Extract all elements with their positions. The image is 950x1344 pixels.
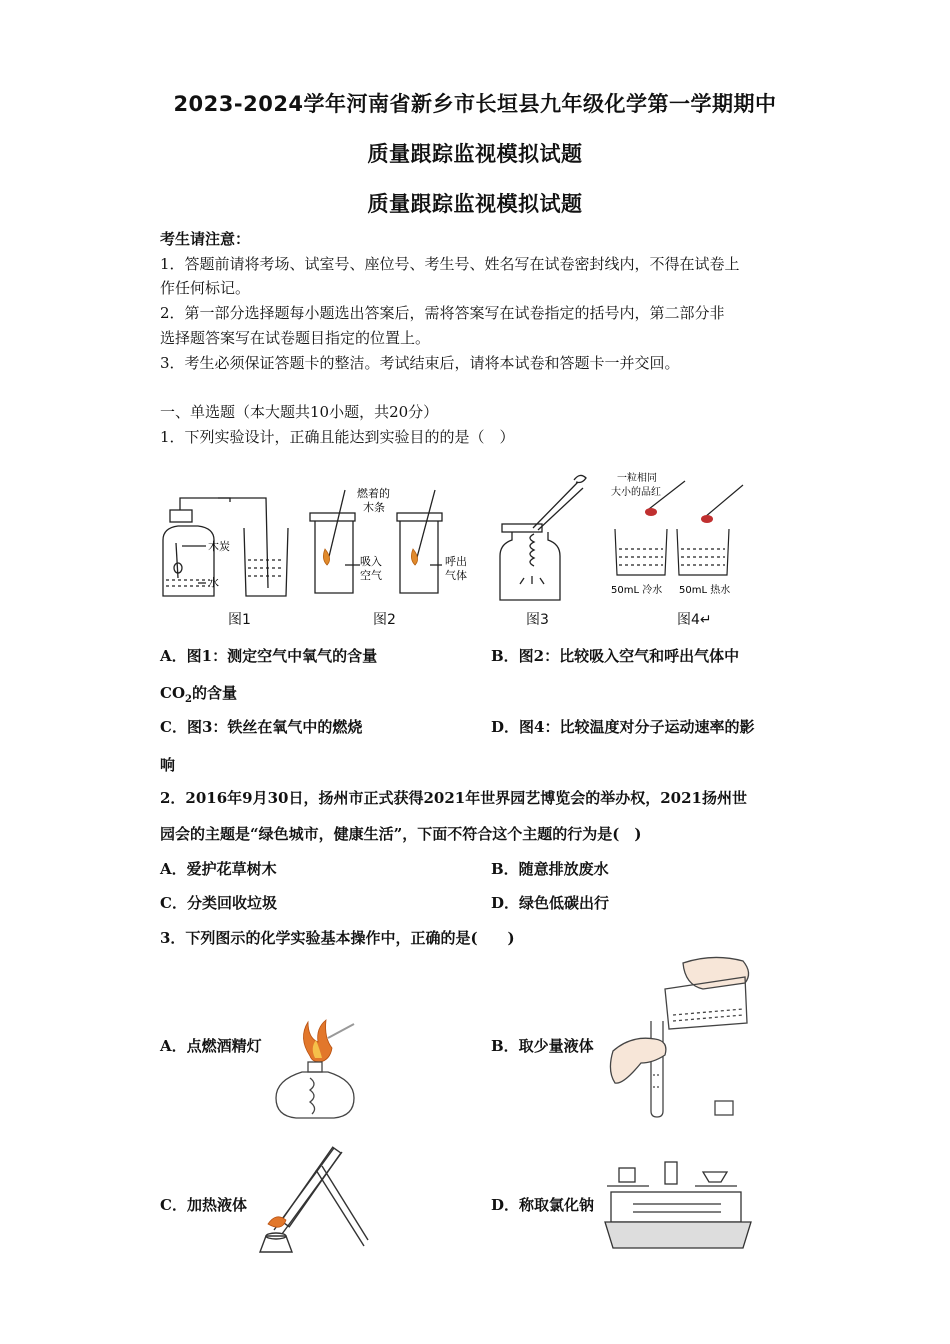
balance-illustration	[603, 1158, 753, 1253]
section-heading: 一、单选题（本大题共10小题，共20分）	[160, 403, 439, 421]
heat-liquid-illustration	[256, 1140, 371, 1255]
alcohol-lamp-illustration	[272, 1018, 362, 1123]
figure-2-apparatus	[305, 485, 480, 600]
question-2-option-d: D．绿色低碳出行	[491, 894, 610, 912]
page-subtitle-repeat: 质量跟踪监视模拟试题	[367, 192, 583, 216]
notice-item-2-cont: 选择题答案写在试卷题目指定的位置上。	[160, 329, 431, 347]
question-3-stem: 3．下列图示的化学实验基本操作中，正确的是( )	[160, 929, 515, 947]
figure-1-charcoal-label: 木炭	[208, 540, 230, 553]
figure-2-exhaled-label-1: 呼出	[445, 555, 467, 568]
figure-4-same-size-label-1: 一粒相同	[617, 473, 657, 484]
figure-3-apparatus	[498, 470, 593, 605]
question-2-option-a: A．爱护花草树木	[160, 860, 277, 878]
figure-3-caption: 图3	[526, 612, 549, 628]
question-3-option-b: B．取少量液体	[491, 1037, 594, 1055]
notice-heading: 考生请注意：	[160, 230, 251, 248]
notice-item-1: 1．答题前请将考场、试室号、座位号、考生号、姓名写在试卷密封线内，不得在试卷上	[160, 255, 740, 273]
question-3-option-c: C．加热液体	[160, 1196, 247, 1214]
figure-2-burning-stick-label-1: 燃着的	[357, 487, 390, 500]
question-2-option-b: B．随意排放废水	[491, 860, 609, 878]
figure-1-water-label: 水	[208, 576, 219, 589]
figure-4-caption: 图4↵	[677, 612, 712, 628]
figure-2-inhaled-label-2: 空气	[360, 569, 382, 582]
question-1-option-c: C．图3：铁丝在氧气中的燃烧	[160, 718, 363, 736]
figure-4-same-size-label-2: 大小的品红	[611, 487, 661, 498]
question-1-option-d-cont: 响	[160, 756, 176, 774]
figure-1-caption: 图1	[228, 612, 251, 628]
figure-4-apparatus	[607, 467, 752, 602]
question-1-stem: 1．下列实验设计，正确且能达到实验目的的是（ ）	[160, 428, 515, 446]
question-1-option-d: D．图4：比较温度对分子运动速率的影	[491, 718, 755, 736]
take-liquid-illustration	[603, 955, 753, 1125]
figure-1-apparatus	[158, 488, 298, 603]
question-1-option-b: B．图2：比较吸入空气和呼出气体中	[491, 647, 740, 665]
figure-2-burning-stick-label-2: 木条	[363, 501, 385, 514]
question-2-stem-cont: 园会的主题是“绿色城市，健康生活”，下面不符合这个主题的行为是( )	[160, 825, 642, 843]
page-title: 2023-2024学年河南省新乡市长垣县九年级化学第一学期期中	[173, 92, 777, 116]
notice-item-1-cont: 作任何标记。	[160, 279, 251, 297]
notice-item-2: 2．第一部分选择题每小题选出答案后，需将答案写在试卷指定的括号内，第二部分非	[160, 304, 725, 322]
figure-4-hot-water-label: 50mL 热水	[679, 585, 731, 596]
question-1-option-a: A．图1：测定空气中氧气的含量	[160, 647, 378, 665]
notice-item-3: 3．考生必须保证答题卡的整洁。考试结束后，请将本试卷和答题卡一并交回。	[160, 354, 680, 372]
question-3-option-a: A．点燃酒精灯	[160, 1037, 262, 1055]
page-subtitle: 质量跟踪监视模拟试题	[367, 142, 583, 166]
question-3-option-d: D．称取氯化钠	[491, 1196, 595, 1214]
figure-2-exhaled-label-2: 气体	[445, 569, 467, 582]
figure-2-inhaled-label-1: 吸入	[360, 555, 382, 568]
figure-4-cold-water-label: 50mL 冷水	[611, 585, 663, 596]
question-2-option-c: C．分类回收垃圾	[160, 894, 277, 912]
question-2-stem: 2．2016年9月30日，扬州市正式获得2021年世界园艺博览会的举办权，2021扬州世	[160, 789, 747, 807]
figure-2-caption: 图2	[373, 612, 396, 628]
question-1-option-b-cont: $CO_2$的含量	[160, 684, 237, 705]
